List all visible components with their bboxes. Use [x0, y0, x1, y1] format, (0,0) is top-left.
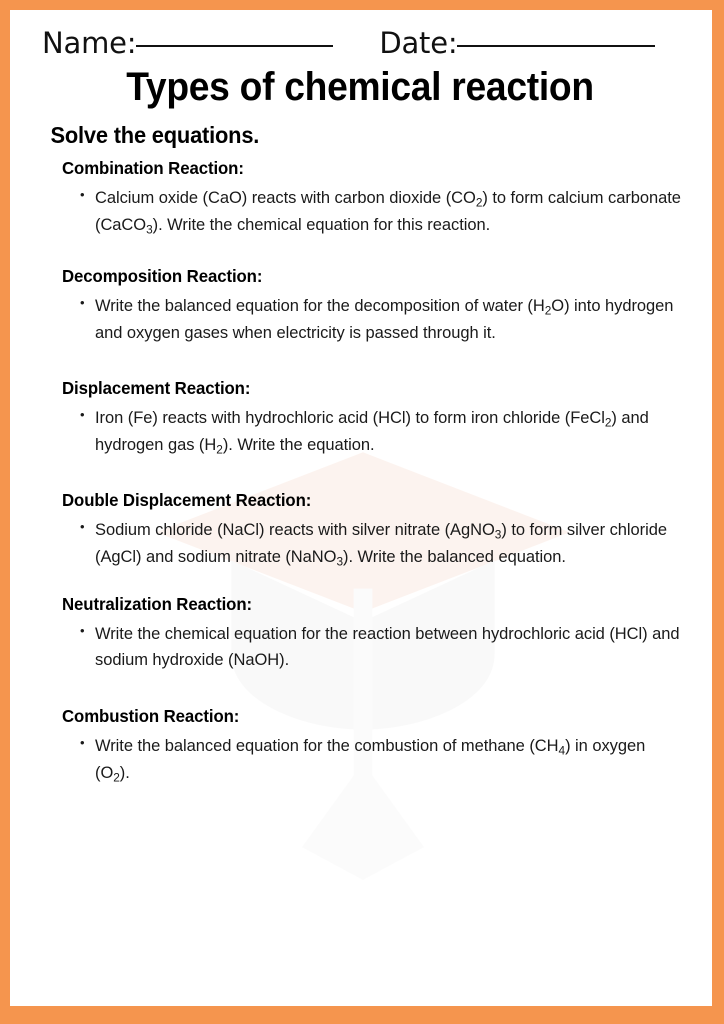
sections-container [22, 158, 698, 787]
reaction-section [62, 378, 684, 458]
section-heading: Combustion Reaction: [62, 706, 240, 727]
question-item: • Write the balanced equation for the combustion of methane $(CH_4)$ in oxygen $(O_2)$. [80, 733, 684, 786]
question-list [62, 621, 684, 674]
reaction-section [62, 158, 684, 238]
question-list [62, 185, 684, 238]
worksheet-sheet [10, 10, 712, 1006]
question-item: • Iron (Fe) reacts with hydrochloric acid (HCl) to form iron chloride (FeCl$_2$) and hydrogen gas $(H_2)$. Write the equation. [80, 405, 684, 458]
instruction-text: Solve the equations. [50, 122, 260, 148]
question-item: • Calcium oxide (CaO) reacts with carbon dioxide $(CO_2)$ to form calcium carbonate (CaCO$_3$). Write the chemical equation for this reaction. [80, 185, 684, 238]
page-title: Types of chemical reaction [126, 65, 594, 109]
question-list [62, 293, 684, 346]
reaction-section [62, 266, 684, 346]
section-heading: Displacement Reaction: [62, 377, 251, 398]
question-list [62, 405, 684, 458]
name-write-line[interactable] [136, 45, 333, 47]
name-field[interactable] [42, 26, 333, 60]
date-label: Date: [379, 26, 458, 60]
question-list [62, 517, 684, 570]
date-write-line[interactable] [457, 45, 655, 47]
worksheet-content [10, 10, 712, 1006]
name-date-row [22, 10, 698, 60]
section-heading: Decomposition Reaction: [62, 266, 263, 287]
question-item: • Write the balanced equation for the decomposition of water $(H_2O)$ into hydrogen and oxygen gases when electricity is passed through it. [80, 293, 684, 346]
question-list [62, 733, 684, 786]
date-field[interactable] [379, 26, 655, 60]
question-item: • Write the chemical equation for the reaction between hydrochloric acid (HCl) and sodium hydroxide (NaOH). [80, 621, 684, 674]
reaction-section [62, 490, 684, 570]
question-item: • Sodium chloride (NaCl) reacts with silver nitrate (AgNO$_3$) to form silver chloride (AgCl) and sodium nitrate (NaNO$_3$). Write the balanced equation. [80, 517, 684, 570]
name-label: Name: [42, 26, 137, 60]
reaction-section [62, 706, 684, 786]
reaction-section [62, 594, 684, 674]
section-heading: Neutralization Reaction: [62, 593, 252, 614]
section-heading: Double Displacement Reaction: [62, 490, 312, 511]
section-heading: Combination Reaction: [62, 158, 244, 178]
